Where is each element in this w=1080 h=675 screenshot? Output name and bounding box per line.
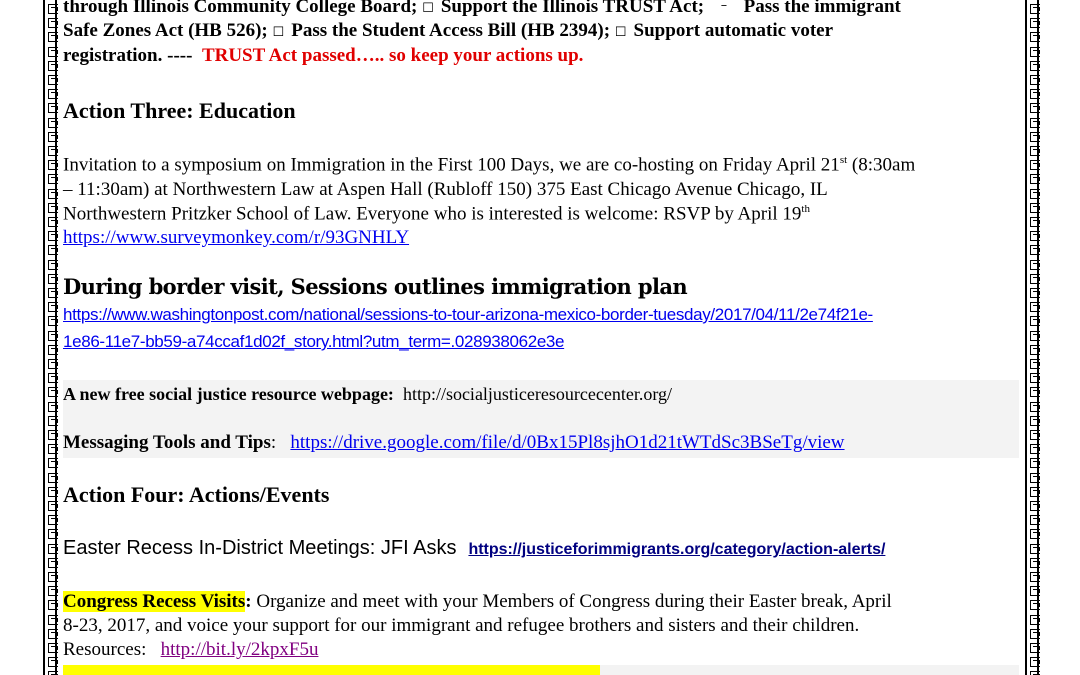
greek-key-motif: [48, 316, 58, 326]
greek-key-motif: [48, 18, 58, 28]
greek-key-motif: [1030, 373, 1040, 383]
greek-key-motif: [1030, 260, 1040, 270]
greek-key-motif: [48, 387, 58, 397]
greek-key-motif: [48, 103, 58, 113]
greek-key-motif: [1030, 402, 1040, 412]
justiceforimmigrants-link[interactable]: https://justiceforimmigrants.org/category/action-alerts/: [468, 541, 886, 558]
next-highlight-bar: [63, 665, 600, 675]
greek-key-motif: [48, 4, 58, 14]
greek-key-motif: [1030, 487, 1040, 497]
greek-key-motif: [1030, 430, 1040, 440]
greek-key-motif: [48, 203, 58, 213]
greek-key-motif: [48, 373, 58, 383]
greek-key-motif: [48, 61, 58, 71]
greek-key-motif: [1030, 629, 1040, 639]
greek-key-motif: [48, 487, 58, 497]
greek-key-motif: [48, 586, 58, 596]
greek-key-motif: [1030, 288, 1040, 298]
right-greek-key-border: [1022, 0, 1042, 675]
greek-key-motif: [48, 458, 58, 468]
greek-key-motif: [1030, 529, 1040, 539]
greek-key-motif: [48, 47, 58, 57]
symposium-line-3: Northwestern Pritzker School of Law. Everyone who is interested is welcome: RSVP by April 19th: [63, 203, 810, 225]
greek-key-motif: [1030, 316, 1040, 326]
surveymonkey-link[interactable]: https://www.surveymonkey.com/r/93GNHLY: [63, 227, 410, 248]
greek-key-motif: [48, 600, 58, 610]
greek-key-motif: [48, 160, 58, 170]
greek-key-motif: [48, 189, 58, 199]
washingtonpost-link-line-1[interactable]: https://www.washingtonpost.com/national/sessions-to-tour-arizona-mexico-border-tuesday/2017/04/11/2e74f21e-: [63, 305, 873, 324]
greek-key-motif: [48, 132, 58, 142]
greek-key-motif: [1030, 118, 1040, 128]
congress-recess-visits-label: Congress Recess Visits: [63, 591, 246, 612]
symposium-line-1: Invitation to a symposium on Immigration in the First 100 Days, we are co-hosting on Friday April 21st (8:30am: [63, 154, 916, 176]
greek-key-motif: [1030, 203, 1040, 213]
greek-key-motif: [1030, 671, 1040, 675]
greek-key-motif: [48, 288, 58, 298]
congress-visits-line-2: 8-23, 2017, and voice your support for our immigrant and refugee brothers and sisters and their children.: [63, 615, 860, 636]
greek-key-motif: [1030, 643, 1040, 653]
left-greek-key-border: [40, 0, 60, 675]
greek-key-motif: [1030, 473, 1040, 483]
greek-key-motif: [1030, 146, 1040, 156]
greek-key-motif: [1030, 132, 1040, 142]
greek-key-motif: [48, 501, 58, 511]
next-shade-bar: [600, 665, 1019, 675]
greek-key-motif: [1030, 274, 1040, 284]
greek-key-motif: [48, 657, 58, 667]
greek-key-motif: [48, 558, 58, 568]
greek-key-motif: [48, 345, 58, 355]
greek-key-motif: [1030, 615, 1040, 625]
checkbox-icon: ☐: [614, 25, 627, 40]
greek-key-motif: [1030, 32, 1040, 42]
greek-key-motif: [48, 544, 58, 554]
greek-key-motif: [48, 402, 58, 412]
greek-key-motif: [1030, 544, 1040, 554]
greek-key-motif: [48, 274, 58, 284]
greek-key-motif: [1030, 302, 1040, 312]
greek-key-motif: [1030, 245, 1040, 255]
greek-key-motif: [48, 615, 58, 625]
greek-key-motif: [1030, 174, 1040, 184]
greek-key-motif: [48, 529, 58, 539]
greek-key-motif: [1030, 387, 1040, 397]
greek-key-motif: [1030, 359, 1040, 369]
greek-key-motif: [48, 32, 58, 42]
greek-key-motif: [48, 671, 58, 675]
trust-act-note: TRUST Act passed….. so keep your actions up.: [201, 45, 584, 66]
greek-key-motif: [1030, 515, 1040, 525]
google-drive-link[interactable]: https://drive.google.com/file/d/0Bx15Pl8sjhO1d21tWTdSc3BSeTg/view: [290, 432, 845, 453]
greek-key-motif: [1030, 572, 1040, 582]
action-three-heading: Action Three: Education: [63, 98, 296, 123]
greek-key-motif: [48, 89, 58, 99]
greek-key-motif: [1030, 458, 1040, 468]
checkbox-icon: ☐: [272, 25, 285, 40]
greek-key-motif: [48, 174, 58, 184]
greek-key-motif: [48, 260, 58, 270]
top-line-2: Safe Zones Act (HB 526); ☐ Pass the Student Access Bill (HB 2394); ☐ Support automatic voter: [63, 20, 834, 41]
top-line-3: registration. ---- TRUST Act passed….. so keep your actions up.: [63, 45, 584, 66]
greek-key-motif: [48, 231, 58, 241]
greek-key-motif: [1030, 444, 1040, 454]
greek-key-motif: [1030, 4, 1040, 14]
greek-key-motif: [1030, 75, 1040, 85]
greek-key-motif: [1030, 18, 1040, 28]
greek-key-motif: [48, 359, 58, 369]
greek-key-motif: [48, 416, 58, 426]
border-visit-heading: During border visit, Sessions outlines immigration plan: [63, 274, 688, 299]
greek-key-motif: [48, 572, 58, 582]
top-line-1: through Illinois Community College Board; ☐ Support the Illinois TRUST Act; ⁻ Pass the immigrant: [63, 0, 901, 17]
greek-key-motif: [1030, 558, 1040, 568]
greek-key-motif: [1030, 657, 1040, 667]
greek-key-motif: [1030, 103, 1040, 113]
bitly-link[interactable]: http://bit.ly/2kpxF5u: [160, 639, 319, 660]
checkbox-icon: ☐: [422, 1, 434, 16]
greek-key-motif: [48, 245, 58, 255]
action-four-heading: Action Four: Actions/Events: [63, 482, 330, 507]
greek-key-motif: [1030, 600, 1040, 610]
greek-key-motif: [1030, 331, 1040, 341]
greek-key-motif: [48, 629, 58, 639]
resource-line: A new free social justice resource webpage: http://socialjusticeresourcecenter.org/: [63, 384, 673, 404]
messaging-line: Messaging Tools and Tips: https://drive.google.com/file/d/0Bx15Pl8sjhO1d21tWTdSc3BSeTg/view: [63, 432, 845, 453]
greek-key-motif: [48, 118, 58, 128]
resources-line: Resources: http://bit.ly/2kpxF5u: [63, 639, 319, 660]
greek-key-motif: [48, 75, 58, 85]
greek-key-motif: [48, 473, 58, 483]
greek-key-motif: [48, 515, 58, 525]
greek-key-motif: [48, 430, 58, 440]
greek-key-motif: [1030, 189, 1040, 199]
greek-key-motif: [1030, 47, 1040, 57]
greek-key-motif: [48, 146, 58, 156]
greek-key-motif: [1030, 217, 1040, 227]
symposium-line-2: – 11:30am) at Northwestern Law at Aspen Hall (Rubloff 150) 375 East Chicago Avenue Chicago, IL: [63, 179, 828, 200]
greek-key-motif: [1030, 416, 1040, 426]
greek-key-motif: [48, 643, 58, 653]
greek-key-motif: [1030, 89, 1040, 99]
greek-key-motif: [48, 331, 58, 341]
resource-url: http://socialjusticeresourcecenter.org/: [402, 384, 673, 404]
greek-key-motif: [1030, 231, 1040, 241]
checkbox-icon: ⁻: [720, 1, 728, 16]
washingtonpost-link-line-2[interactable]: 1e86-11e7-bb59-a74ccaf1d02f_story.html?utm_term=.028938062e3e: [63, 332, 565, 351]
greek-key-motif: [48, 302, 58, 312]
greek-key-motif: [1030, 160, 1040, 170]
greek-key-motif: [48, 217, 58, 227]
congress-visits-line-1: Congress Recess Visits: Organize and meet with your Members of Congress during their Easter break, April: [63, 591, 892, 612]
greek-key-motif: [1030, 345, 1040, 355]
easter-recess-line: Easter Recess In-District Meetings: JFI Asks https://justiceforimmigrants.org/category/action-alerts/: [63, 537, 886, 559]
greek-key-motif: [48, 444, 58, 454]
greek-key-motif: [1030, 501, 1040, 511]
greek-key-motif: [1030, 586, 1040, 596]
greek-key-motif: [1030, 61, 1040, 71]
